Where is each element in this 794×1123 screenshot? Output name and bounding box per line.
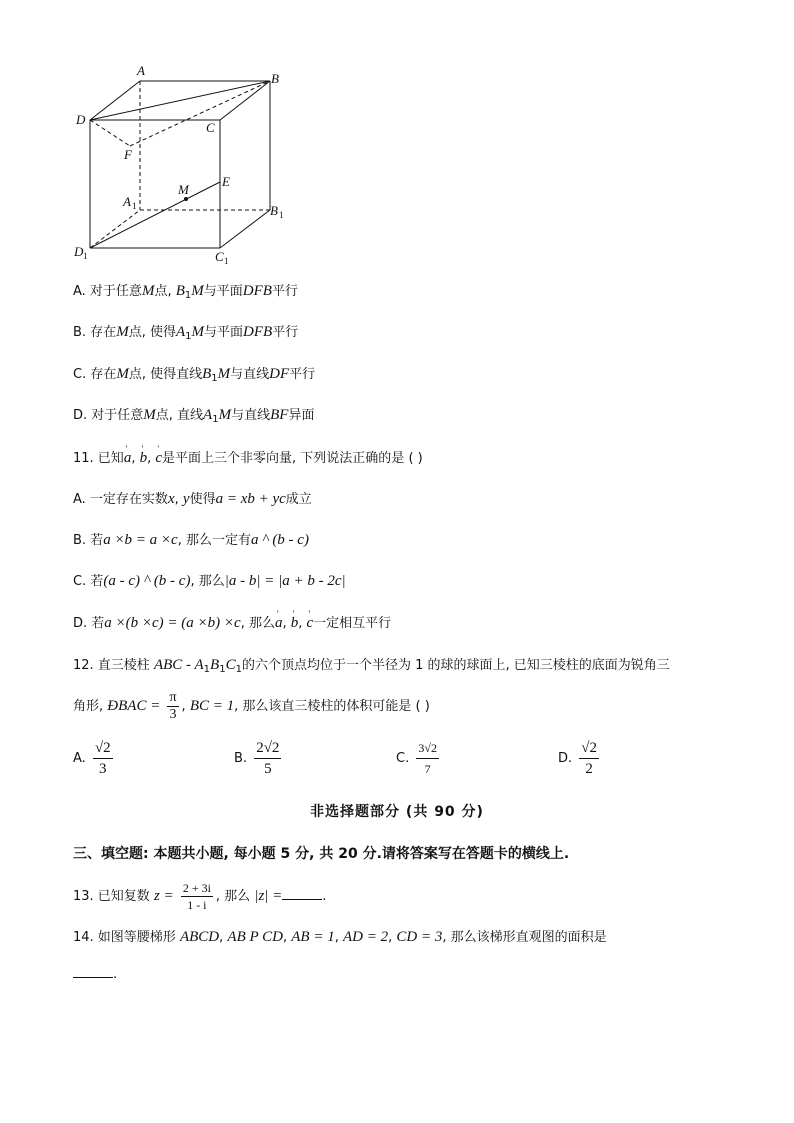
q12-line1 xyxy=(73,656,670,679)
q12-sub2: 1 xyxy=(219,664,226,675)
q11-option-a xyxy=(73,490,312,509)
q13-fraction xyxy=(181,880,213,913)
q11-option-b xyxy=(73,531,309,550)
q12-line1-tail: 的六个顶点均位于一个半径为 1 的球的球面上, 已知三棱柱的底面为锐角三 xyxy=(241,658,670,673)
q10-option-d xyxy=(73,406,314,429)
q10-a-expr2: M xyxy=(191,283,204,299)
q13 xyxy=(73,880,326,913)
q10-c-t2: 与直线 xyxy=(230,367,270,382)
q13-answer-blank[interactable] xyxy=(282,887,322,900)
q12-b: B xyxy=(210,657,220,673)
q13-end: . xyxy=(322,889,327,904)
q12-c: C xyxy=(225,657,236,673)
q12-choice-a-num: √2 xyxy=(93,738,113,759)
q12-choice-d-num: √2 xyxy=(579,738,599,759)
q12-choice-b-den: 5 xyxy=(264,761,272,777)
q12-line2-lead: 角形, xyxy=(73,699,104,714)
q14-end: . xyxy=(113,967,118,982)
q11-d-expr: a ×(b ×c) = (a ×b) ×c xyxy=(104,615,241,631)
q10-c-m: M xyxy=(116,366,129,382)
label-c1-sub: 1 xyxy=(224,256,229,266)
label-c1: C xyxy=(215,249,224,264)
q10-a-expr: B xyxy=(175,283,185,299)
label-b: B xyxy=(271,71,279,86)
q14-sep1: , xyxy=(219,930,224,945)
q14-ad: AD = 2 xyxy=(342,929,389,945)
q11-vec-b: ' b xyxy=(140,449,148,467)
q11-d-t1: , 那么 xyxy=(240,616,275,631)
q10-option-a xyxy=(73,282,298,305)
q10-b-t1: 点, 使得 xyxy=(128,325,176,340)
q11-sep2: , xyxy=(147,451,152,466)
q11-stem-lead: 11. 已知 xyxy=(73,451,124,466)
q11-b-lead: B. 若 xyxy=(73,533,104,548)
q10-option-b xyxy=(73,323,298,346)
section-heading: 三、填空题: 本题共小题, 每小题 5 分, 共 20 分.请将答案写在答题卡的横线上. xyxy=(73,846,570,862)
q10-c-t1: 点, 使得直线 xyxy=(128,367,203,382)
q10-d-lead: D. 对于任意 xyxy=(73,408,144,423)
q10-b-sub: 1 xyxy=(185,331,192,342)
q10-b-expr2: M xyxy=(191,324,204,340)
q10-b-expr: A xyxy=(175,324,186,340)
q12-frac-num: π xyxy=(169,690,177,705)
q11-sep1: , xyxy=(131,451,136,466)
q14-tail: , 那么该梯形直观图的面积是 xyxy=(442,930,607,945)
q10-b-lead: B. 存在 xyxy=(73,325,117,340)
q10-option-c xyxy=(73,365,315,388)
q12-sub3: 1 xyxy=(235,664,242,675)
q14-answer-line xyxy=(73,965,117,984)
q10-c-expr: B xyxy=(202,366,212,382)
q12-choice-d-label: D. xyxy=(558,751,573,766)
q10-c-plane: DF xyxy=(269,366,290,382)
q10-d-t3: 异面 xyxy=(288,408,315,423)
q11-option-c xyxy=(73,572,346,591)
q12-choice-d-den: 2 xyxy=(585,761,593,777)
q10-c-t3: 平行 xyxy=(289,367,316,382)
label-d1-sub: 1 xyxy=(83,251,88,261)
q12-line2 xyxy=(73,688,430,725)
q13-lead: 13. 已知复数 xyxy=(73,889,150,904)
q12-choice-b-num: 2√2 xyxy=(254,738,281,759)
label-a1: A xyxy=(123,194,131,209)
q11-b-expr2: a ^ (b - c) xyxy=(250,532,309,548)
q10-a-t2: 与平面 xyxy=(203,284,243,299)
q12-choice-b-frac xyxy=(254,738,281,779)
q14-par: AB P CD xyxy=(227,929,283,945)
q11-d-t2: 一定相互平行 xyxy=(313,616,392,631)
q10-c-lead: C. 存在 xyxy=(73,367,117,382)
q14-lead: 14. 如图等腰梯形 xyxy=(73,930,176,945)
label-m: M xyxy=(178,182,189,197)
q10-c-sub: 1 xyxy=(211,373,218,384)
q10-d-expr2: M xyxy=(218,407,232,423)
q10-d-plane: BF xyxy=(270,407,289,423)
point-m-dot xyxy=(184,197,188,201)
q12-choice-c-den: 7 xyxy=(424,762,431,776)
q14 xyxy=(73,928,607,947)
q11-d-b: ' b xyxy=(291,614,299,632)
q11-c-t1: , 那么 xyxy=(190,574,225,589)
label-a1-sub: 1 xyxy=(132,201,137,211)
q14-sep2: , xyxy=(282,930,288,945)
cube-diagram xyxy=(60,58,320,268)
q11-vec-c: ' c xyxy=(155,449,162,467)
q13-abs: |z| = xyxy=(254,888,283,904)
q11-stem xyxy=(73,449,423,468)
q11-b-t1: , 那么一定有 xyxy=(177,533,251,548)
q14-answer-blank[interactable] xyxy=(73,965,113,978)
q12-choice-d xyxy=(558,738,602,779)
q12-angle: ÐBAC = xyxy=(107,698,161,714)
q12-choice-c-num: 3√2 xyxy=(416,738,439,759)
q10-b-t3: 平行 xyxy=(272,325,299,340)
q11-a-expr: a = xb + yc xyxy=(215,491,286,507)
label-d1: D xyxy=(74,244,84,259)
q10-d-t1: 点, 直线 xyxy=(155,408,204,423)
q11-stem-tail: 是平面上三个非零向量, 下列说法正确的是 ( ) xyxy=(162,451,423,466)
q11-c-expr: (a - c) ^ (b - c) xyxy=(103,573,191,589)
q14-trap: ABCD xyxy=(179,929,220,945)
q10-b-plane: DFB xyxy=(243,324,273,340)
q12-choice-c xyxy=(396,738,442,779)
q10-a-t3: 平行 xyxy=(271,284,298,299)
q10-c-expr2: M xyxy=(217,366,231,382)
q11-a-t1: 使得 xyxy=(189,492,216,507)
q11-vec-a: ' a xyxy=(124,449,132,467)
q12-prism: ABC - A xyxy=(153,657,204,673)
q14-ab: AB = 1 xyxy=(291,929,335,945)
q14-sep4: , xyxy=(388,930,393,945)
q11-c-lead: C. 若 xyxy=(73,574,104,589)
q10-d-t2: 与直线 xyxy=(231,408,271,423)
q13-frac-den: 1 - i xyxy=(187,898,207,912)
q13-frac-num: 2 + 3i xyxy=(182,881,211,895)
q12-choice-d-frac xyxy=(579,738,599,779)
q12-line2-tail: , 那么该直三棱柱的体积可能是 ( ) xyxy=(234,699,430,714)
q11-d-c: ' c xyxy=(306,614,313,632)
q13-z: z = xyxy=(153,888,174,904)
q12-choice-a-label: A. xyxy=(73,751,86,766)
q10-d-m: M xyxy=(143,407,156,423)
q11-a-t2: 成立 xyxy=(285,492,312,507)
label-b1-sub: 1 xyxy=(279,210,284,220)
q11-d-a: ' a xyxy=(275,614,283,632)
q10-a-m: M xyxy=(141,283,155,299)
q11-d-lead: D. 若 xyxy=(73,616,105,631)
q14-sep3: , xyxy=(334,930,339,945)
q12-bc: BC = 1 xyxy=(189,698,235,714)
q10-a-t1: 点, xyxy=(154,284,172,299)
q10-a-lead: A. 对于任意 xyxy=(73,284,142,299)
q12-choice-c-label: C. xyxy=(396,751,410,766)
q12-choice-a-frac xyxy=(93,738,113,779)
q12-choice-b xyxy=(234,738,284,779)
label-f: F xyxy=(124,147,132,162)
q11-b-expr: a ×b = a ×c xyxy=(103,532,178,548)
q11-a-y: y xyxy=(182,491,190,507)
q10-d-sub: 1 xyxy=(212,414,219,425)
q10-d-expr: A xyxy=(203,407,213,423)
label-a: A xyxy=(137,63,145,78)
q11-a-sep: , xyxy=(174,492,179,507)
q13-t1: , 那么 xyxy=(215,889,251,904)
q11-c-expr2: |a - b| = |a + b - 2c| xyxy=(224,573,346,589)
q12-choice-a xyxy=(73,738,116,779)
q12-angle-fraction xyxy=(167,690,178,723)
label-c: C xyxy=(206,120,215,135)
q11-option-d: D. 若a ×(b ×c) = (a ×b) ×c, 那么' a, ' b, ' c一定相互平行 xyxy=(73,614,391,633)
q10-a-sub: 1 xyxy=(184,290,192,301)
q12-choice-a-den: 3 xyxy=(99,761,107,777)
q12-choice-c-frac xyxy=(416,738,439,779)
q12-choice-b-label: B. xyxy=(234,751,248,766)
q11-a-x: x xyxy=(167,491,175,507)
label-b1: B xyxy=(270,203,278,218)
q11-a-lead: A. 一定存在实数 xyxy=(73,492,168,507)
label-d: D xyxy=(76,112,86,127)
cube-figure xyxy=(60,58,320,268)
q10-b-t2: 与平面 xyxy=(204,325,244,340)
section-title: 非选择题部分 (共 90 分) xyxy=(310,804,484,820)
q12-line2-sep: , xyxy=(181,699,186,714)
q12-sub1: 1 xyxy=(203,664,211,675)
q10-b-m: M xyxy=(116,324,129,340)
q14-cd: CD = 3 xyxy=(396,929,443,945)
q12-frac-den: 3 xyxy=(169,707,177,722)
q12-lead: 12. 直三棱柱 xyxy=(73,658,150,673)
q10-a-plane: DFB xyxy=(242,283,272,299)
label-e: E xyxy=(222,174,230,189)
